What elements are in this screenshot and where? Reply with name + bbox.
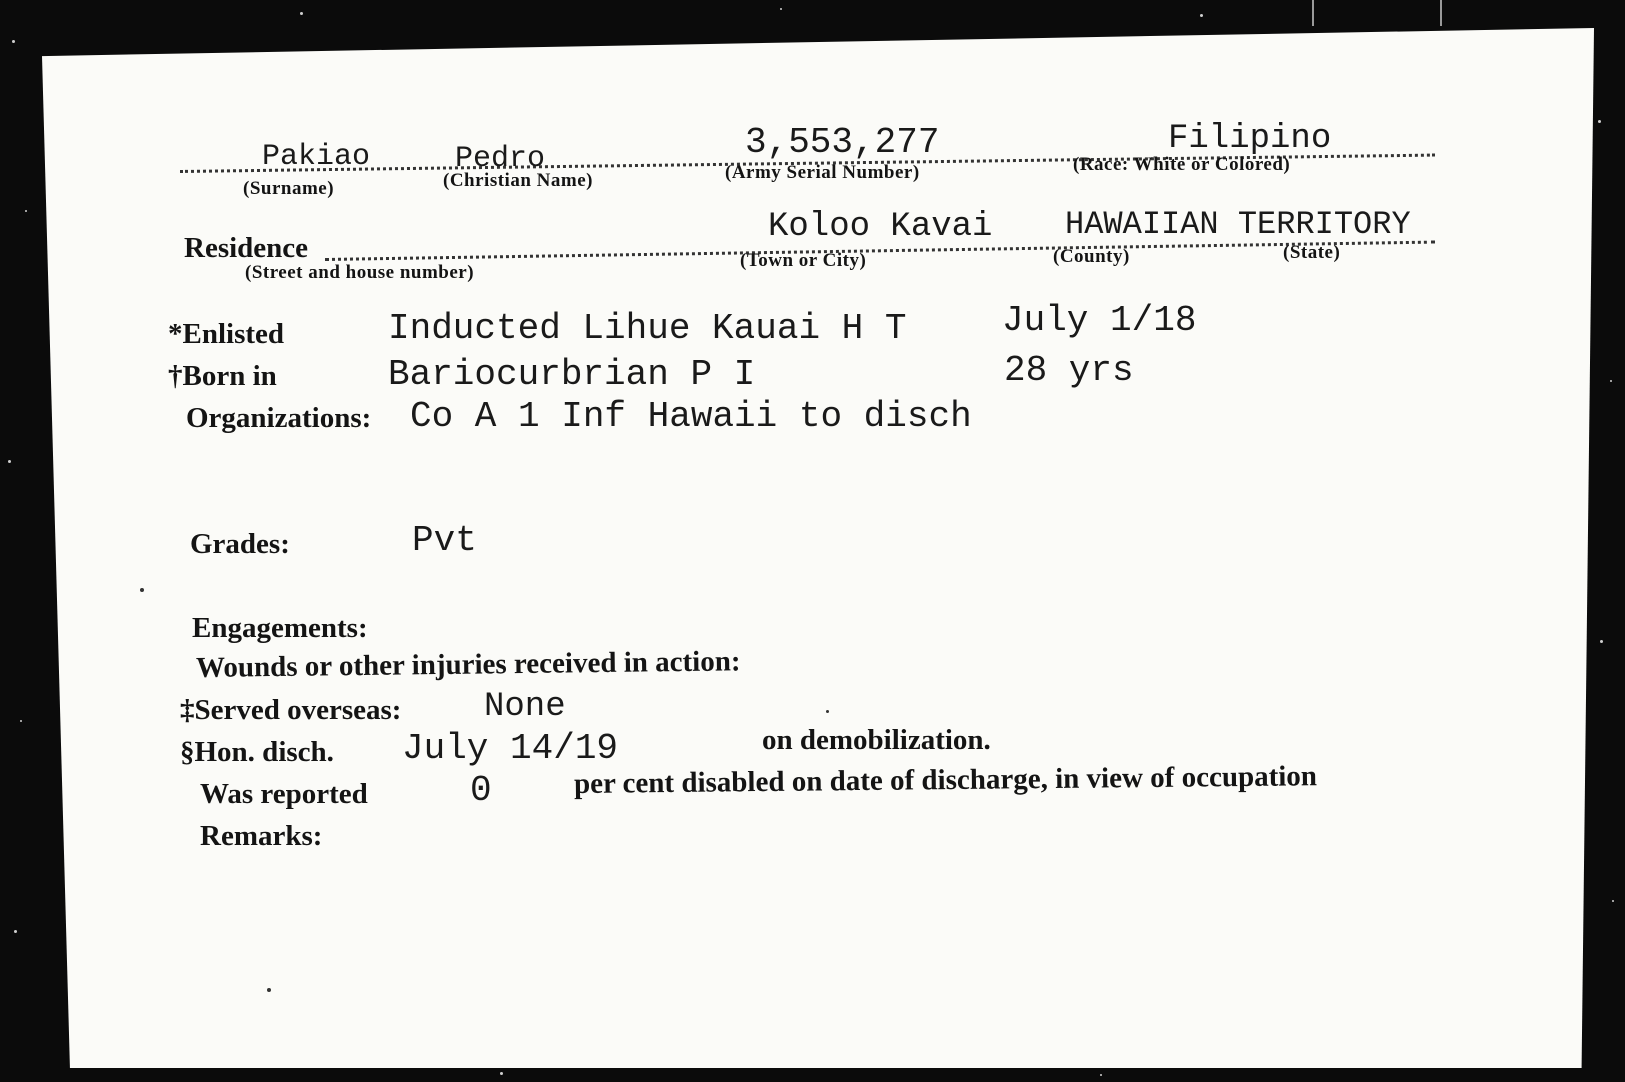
film-speck <box>1100 1074 1102 1076</box>
film-speck <box>1612 900 1614 902</box>
race-caption: (Race: White or Colored) <box>1073 154 1291 175</box>
film-speck <box>20 720 22 722</box>
enlisted-label: *Enlisted <box>168 318 285 350</box>
film-speck <box>1598 120 1601 123</box>
christian-name-caption: (Christian Name) <box>443 170 593 191</box>
film-speck <box>1200 14 1203 17</box>
disability-suffix: per cent disabled on date of discharge, in view of occupation <box>573 760 1318 800</box>
engagements-label: Engagements: <box>192 612 368 644</box>
film-speck <box>1600 640 1603 643</box>
film-speck <box>300 12 303 15</box>
film-speck <box>780 8 782 10</box>
born-label: †Born in <box>168 360 277 392</box>
discharge-date: July 14/19 <box>402 728 619 769</box>
christian-name-value: Pedro <box>455 142 546 176</box>
grades-value: Pvt <box>412 520 477 561</box>
discharge-label: §Hon. disch. <box>180 736 334 768</box>
grades-label: Grades: <box>190 528 290 560</box>
surname-caption: (Surname) <box>243 178 335 199</box>
residence-town-value: Koloo Kavai <box>768 208 993 246</box>
disability-value: 0 <box>470 770 492 811</box>
residence-label: Residence <box>184 232 309 264</box>
film-speck <box>1610 380 1612 382</box>
wounds-label: Wounds or other injuries received in action: <box>195 645 741 684</box>
stray-mark <box>267 988 271 992</box>
film-edge-line <box>1440 0 1442 26</box>
enlisted-value: Inducted Lihue Kauai H T <box>388 308 907 349</box>
enlisted-date: July 1/18 <box>1002 300 1197 341</box>
town-caption: (Town or City) <box>740 250 867 271</box>
stray-mark <box>826 710 829 713</box>
disability-label: Was reported <box>200 778 368 810</box>
state-caption: (State) <box>1283 242 1341 263</box>
film-speck <box>12 40 15 43</box>
residence-state-value: HAWAIIAN TERRITORY <box>1065 206 1411 243</box>
county-caption: (County) <box>1053 246 1130 267</box>
serial-number-value: 3,553,277 <box>745 122 940 163</box>
born-age: 28 yrs <box>1004 350 1134 391</box>
serial-number-caption: (Army Serial Number) <box>725 162 920 183</box>
film-speck <box>25 210 27 212</box>
overseas-value: None <box>484 688 566 726</box>
overseas-label: ‡Served overseas: <box>180 694 402 726</box>
film-speck <box>8 460 11 463</box>
surname-value: Pakiao <box>262 140 371 174</box>
race-value: Filipino <box>1168 120 1332 158</box>
born-value: Bariocurbrian P I <box>388 354 756 395</box>
discharge-suffix: on demobilization. <box>762 724 991 756</box>
organizations-value: Co A 1 Inf Hawaii to disch <box>410 396 972 437</box>
organizations-label: Organizations: <box>186 402 372 434</box>
film-speck <box>500 1072 503 1075</box>
film-edge-line <box>1312 0 1314 26</box>
street-caption: (Street and house number) <box>245 262 475 283</box>
remarks-label: Remarks: <box>200 820 323 852</box>
stray-mark <box>140 588 144 592</box>
film-speck <box>14 930 17 933</box>
